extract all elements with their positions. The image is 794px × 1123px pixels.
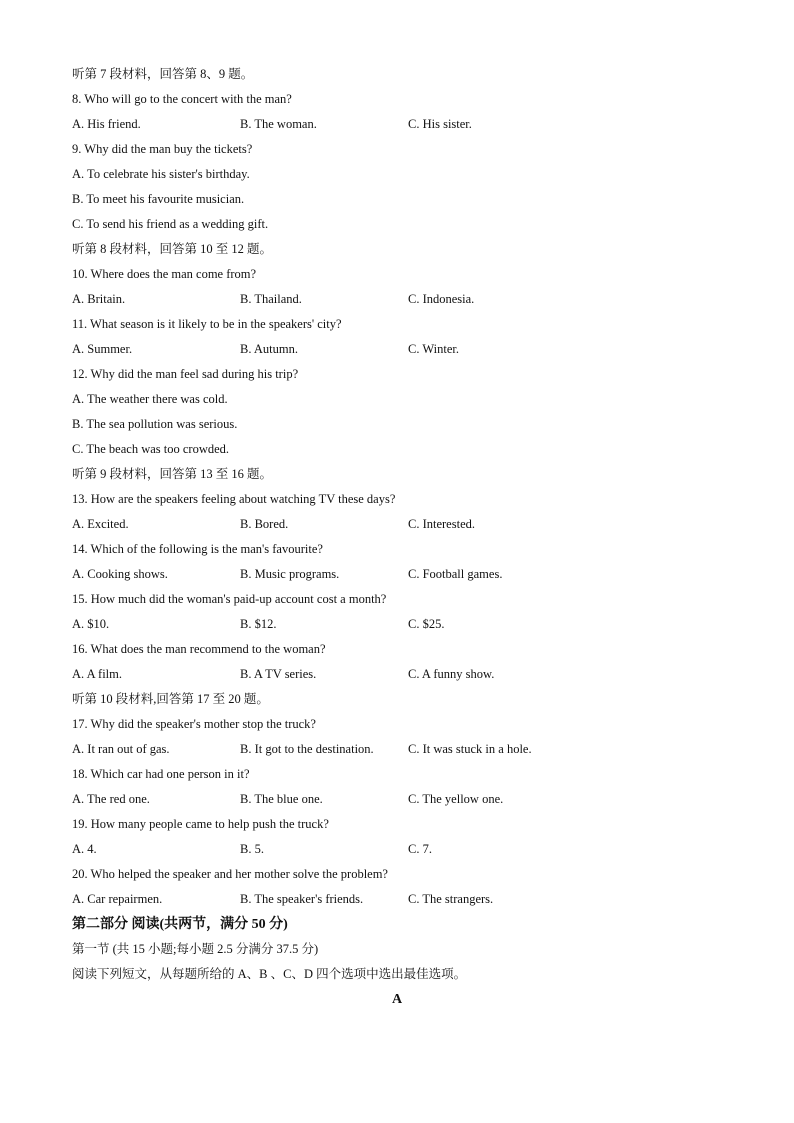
option-c: C. Football games. bbox=[408, 567, 503, 581]
question-text: 20. Who helped the speaker and her mother solve the problem? bbox=[72, 867, 388, 881]
options-row bbox=[72, 887, 722, 912]
option-a: A. Britain. bbox=[72, 292, 126, 306]
option-c: C. $25. bbox=[408, 617, 445, 631]
passage-label: A bbox=[391, 992, 403, 1007]
options-row bbox=[72, 612, 722, 637]
option-a: A. A film. bbox=[72, 667, 123, 681]
options-row bbox=[72, 287, 722, 312]
section-instruction: 听第 8 段材料，回答第 10 至 12 题。 bbox=[72, 242, 273, 256]
option-b: B. The blue one. bbox=[240, 792, 323, 806]
option-b: B. 5. bbox=[240, 842, 264, 856]
option-b: B. $12. bbox=[240, 617, 277, 631]
text-line: B. The sea pollution was serious. bbox=[72, 417, 238, 431]
option-a: A. His friend. bbox=[72, 117, 141, 131]
options-row bbox=[72, 112, 722, 137]
option-b: B. It got to the destination. bbox=[240, 742, 374, 756]
section-instruction: 听第 10 段材料,回答第 17 至 20 题。 bbox=[72, 692, 269, 706]
option-a: A. 4. bbox=[72, 842, 97, 856]
text-line: C. The beach was too crowded. bbox=[72, 442, 230, 456]
question-text: 15. How much did the woman's paid-up account cost a month? bbox=[72, 592, 387, 606]
question-text: 12. Why did the man feel sad during his trip? bbox=[72, 367, 299, 381]
option-b: B. A TV series. bbox=[240, 667, 317, 681]
option-b: B. Bored. bbox=[240, 517, 289, 531]
option-c: C. The yellow one. bbox=[408, 792, 504, 806]
option-c: C. 7. bbox=[408, 842, 432, 856]
options-row bbox=[72, 337, 722, 362]
option-a: A. Cooking shows. bbox=[72, 567, 168, 581]
options-row bbox=[72, 737, 722, 762]
option-b: B. The speaker's friends. bbox=[240, 892, 364, 906]
option-a: A. $10. bbox=[72, 617, 110, 631]
option-a: A. Excited. bbox=[72, 517, 129, 531]
section-instruction: 听第 7 段材料，回答第 8、9 题。 bbox=[72, 67, 254, 81]
question-text: 19. How many people came to help push the truck? bbox=[72, 817, 329, 831]
option-a: A. Summer. bbox=[72, 342, 133, 356]
question-text: 18. Which car had one person in it? bbox=[72, 767, 250, 781]
option-c: C. Indonesia. bbox=[408, 292, 475, 306]
question-text: 13. How are the speakers feeling about watching TV these days? bbox=[72, 492, 396, 506]
option-c: C. It was stuck in a hole. bbox=[408, 742, 532, 756]
section-instruction: 听第 9 段材料，回答第 13 至 16 题。 bbox=[72, 467, 273, 481]
part-heading: 第二部分 阅读(共两节，满分 50 分) bbox=[72, 917, 288, 932]
option-b: B. Thailand. bbox=[240, 292, 302, 306]
option-c: C. His sister. bbox=[408, 117, 472, 131]
option-b: B. Music programs. bbox=[240, 567, 340, 581]
text-line: A. To celebrate his sister's birthday. bbox=[72, 167, 250, 181]
option-a: A. Car repairmen. bbox=[72, 892, 163, 906]
text-line: 阅读下列短文，从每题所给的 A、B 、C、D 四个选项中选出最佳选项。 bbox=[72, 967, 467, 981]
question-text: 17. Why did the speaker's mother stop the truck? bbox=[72, 717, 316, 731]
option-c: C. Interested. bbox=[408, 517, 475, 531]
options-row bbox=[72, 662, 722, 687]
option-c: C. The strangers. bbox=[408, 892, 494, 906]
text-line: B. To meet his favourite musician. bbox=[72, 192, 245, 206]
question-text: 9. Why did the man buy the tickets? bbox=[72, 142, 253, 156]
text-line: C. To send his friend as a wedding gift. bbox=[72, 217, 269, 231]
question-text: 16. What does the man recommend to the woman? bbox=[72, 642, 326, 656]
exam-page bbox=[72, 62, 722, 1012]
options-row bbox=[72, 787, 722, 812]
options-row bbox=[72, 512, 722, 537]
option-a: A. It ran out of gas. bbox=[72, 742, 170, 756]
options-row bbox=[72, 837, 722, 862]
question-text: 11. What season is it likely to be in the speakers' city? bbox=[72, 317, 342, 331]
text-line: A. The weather there was cold. bbox=[72, 392, 228, 406]
question-text: 8. Who will go to the concert with the man? bbox=[72, 92, 292, 106]
option-a: A. The red one. bbox=[72, 792, 150, 806]
option-b: B. The woman. bbox=[240, 117, 317, 131]
option-c: C. A funny show. bbox=[408, 667, 495, 681]
question-text: 10. Where does the man come from? bbox=[72, 267, 257, 281]
text-line: 第一节 (共 15 小题;每小题 2.5 分满分 37.5 分) bbox=[72, 942, 319, 956]
option-c: C. Winter. bbox=[408, 342, 460, 356]
question-text: 14. Which of the following is the man's favourite? bbox=[72, 542, 323, 556]
option-b: B. Autumn. bbox=[240, 342, 298, 356]
options-row bbox=[72, 562, 722, 587]
